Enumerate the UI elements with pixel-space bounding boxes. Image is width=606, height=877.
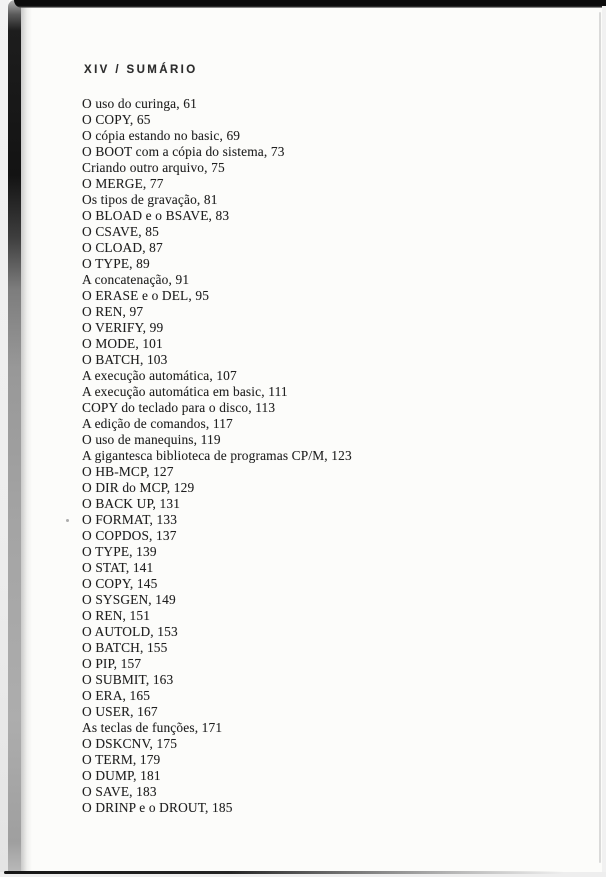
toc-entry: O BATCH, 103 [82,352,168,367]
toc-entry: O BACK UP, 131 [82,496,181,511]
toc-entry: O SAVE, 183 [82,784,157,799]
toc-entry: As teclas de funções, 171 [82,720,223,735]
toc-entry: O DRINP e o DROUT, 185 [82,800,233,815]
toc-entry: O TYPE, 89 [82,256,150,271]
toc-entry: O TERM, 179 [82,752,161,767]
toc-entry: O MODE, 101 [82,336,163,351]
toc-entry: O DIR do MCP, 129 [82,480,195,495]
toc-entry: O CLOAD, 87 [82,240,163,255]
toc-entry: Os tipos de gravação, 81 [82,192,218,207]
toc-entry: O HB-MCP, 127 [82,464,174,479]
toc-list [82,96,352,816]
toc-entry: O BLOAD e o BSAVE, 83 [82,208,230,223]
toc-entry: O MERGE, 77 [82,176,164,191]
toc-entry: O FORMAT, 133 [82,512,178,527]
toc-entry: O DSKCNV, 175 [82,736,178,751]
toc-entry: O BATCH, 155 [82,640,168,655]
toc-entry: O VERIFY, 99 [82,320,164,335]
toc-entry: O ERASE e o DEL, 95 [82,288,210,303]
book-spine-shadow [8,0,21,877]
toc-entry: A edição de comandos, 117 [82,416,233,431]
page-right-margin [602,6,606,877]
toc-entry: Criando outro arquivo, 75 [82,160,225,175]
toc-entry: A concatenação, 91 [82,272,190,287]
toc-entry: O SUBMIT, 163 [82,672,174,687]
toc-entry: O TYPE, 139 [82,544,157,559]
page-bottom-edge [4,871,564,874]
toc-entry: O REN, 151 [82,608,151,623]
running-header: XIV / SUMÁRIO [84,64,198,76]
toc-entry: O COPY, 65 [82,112,151,127]
toc-entry: O AUTOLD, 153 [82,624,178,639]
page-top-edge [14,0,606,8]
toc-entry: O PIP, 157 [82,656,142,671]
toc-entry: O COPDOS, 137 [82,528,177,543]
toc-entry: A gigantesca biblioteca de programas CP/M, 123 [82,448,352,463]
toc-entry: O uso do curinga, 61 [82,96,197,111]
toc-entry: O SYSGEN, 149 [82,592,176,607]
toc-entry: O CSAVE, 85 [82,224,159,239]
toc-entry: A execução automática em basic, 111 [82,384,288,399]
toc-entry: O STAT, 141 [82,560,154,575]
toc-entry: O cópia estando no basic, 69 [82,128,241,143]
toc-entry: O DUMP, 181 [82,768,161,783]
spine-shadow-fade [21,0,32,877]
toc-entry: O USER, 167 [82,704,158,719]
toc-entry: O REN, 97 [82,304,144,319]
toc-entry: A execução automática, 107 [82,368,237,383]
toc-entry: O BOOT com a cópia do sistema, 73 [82,144,285,159]
toc-entry: O uso de manequins, 119 [82,432,221,447]
scan-artifact-dot [66,519,69,522]
toc-entry: O ERA, 165 [82,688,151,703]
page-right-edge [599,12,601,863]
toc-entry: O COPY, 145 [82,576,158,591]
toc-entry: COPY do teclado para o disco, 113 [82,400,276,415]
